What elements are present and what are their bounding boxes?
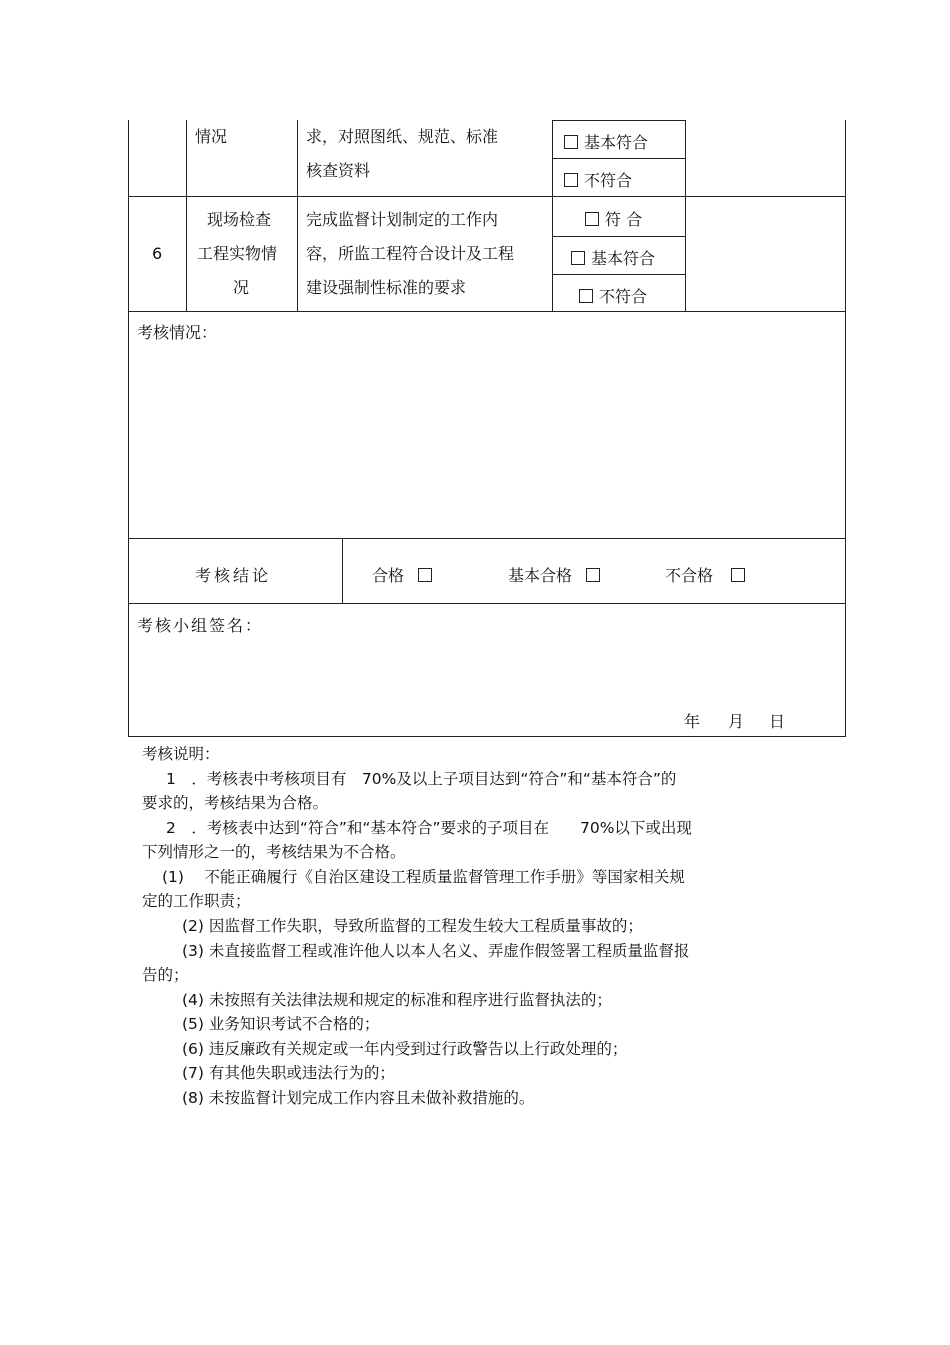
notes-line: 1 ．考核表中考核项目有 70%及以上子项目达到“符合”和“基本符合”的 xyxy=(166,770,677,788)
notes-line: (6) 违反廉政有关规定或一年内受到过行政警告以上行政处理的； xyxy=(182,1040,628,1058)
conclusion-label: 考核结论 xyxy=(195,566,272,585)
notes-line: 定的工作职责； xyxy=(142,892,251,910)
col-divider-1 xyxy=(186,120,187,311)
row-separator xyxy=(128,603,846,604)
table-border-left xyxy=(128,120,129,737)
col-divider-4 xyxy=(685,120,686,311)
date-year: 年 xyxy=(684,712,701,731)
checkbox-icon xyxy=(418,568,432,582)
row-separator xyxy=(128,196,846,197)
option-basic-conform[interactable]: 基本符合 xyxy=(564,130,648,153)
checkbox-icon xyxy=(585,212,599,226)
table-border-right xyxy=(845,120,846,737)
option-conform[interactable]: 符 合 xyxy=(585,207,642,230)
row-requirement-text: 容，所监工程符合设计及工程 xyxy=(306,244,515,263)
option-basic-conform[interactable]: 基本符合 xyxy=(571,246,655,269)
row-number: 6 xyxy=(152,244,163,263)
row-separator xyxy=(128,538,846,539)
notes-line: 2 ．考核表中达到“符合”和“基本符合”要求的子项目在 70%以下或出现 xyxy=(166,819,692,837)
option-nonconform[interactable]: 不符合 xyxy=(564,168,632,191)
notes-line: (3) 未直接监督工程或准许他人以本人名义、弄虚作假签署工程质量监督报 xyxy=(182,942,690,960)
col-divider-3 xyxy=(552,120,553,311)
checkbox-icon xyxy=(564,135,578,149)
row-requirement-text: 核查资料 xyxy=(306,161,371,180)
signature-label: 考核小组签名： xyxy=(137,616,264,635)
checkbox-icon xyxy=(586,568,600,582)
table-border-bottom xyxy=(128,736,846,737)
notes-line: (1) 不能正确履行《自治区建设工程质量监督管理工作手册》等国家相关规 xyxy=(162,868,685,886)
assessment-label: 考核情况： xyxy=(137,323,218,342)
row-separator xyxy=(128,311,846,312)
checkbox-icon xyxy=(731,568,745,582)
row-item-text: 况 xyxy=(233,278,250,297)
notes-line: (4) 未按照有关法律法规和规定的标准和程序进行监督执法的； xyxy=(182,991,612,1009)
checkbox-icon xyxy=(571,251,585,265)
col-divider-2 xyxy=(297,120,298,311)
conclusion-fail[interactable]: 不合格 xyxy=(665,563,751,586)
notes-line: (8) 未按监督计划完成工作内容且未做补救措施的。 xyxy=(182,1089,535,1107)
notes-line: (5) 业务知识考试不合格的； xyxy=(182,1015,380,1033)
notes-line: 告的； xyxy=(142,966,189,984)
option-separator xyxy=(552,236,685,237)
conclusion-divider xyxy=(342,538,343,603)
notes-line: (7) 有其他失职或违法行为的； xyxy=(182,1064,395,1082)
date-day: 日 xyxy=(769,712,786,731)
notes-title: 考核说明： xyxy=(142,745,220,763)
conclusion-basic-pass[interactable]: 基本合格 xyxy=(508,563,606,586)
row-item-text: 情况 xyxy=(195,127,228,146)
row-requirement-text: 完成监督计划制定的工作内 xyxy=(306,210,499,229)
row-requirement-text: 建设强制性标准的要求 xyxy=(306,278,467,297)
notes-line: 要求的，考核结果为合格。 xyxy=(142,794,329,812)
row-requirement-text: 求，对照图纸、规范、标准 xyxy=(306,127,499,146)
row-item-text: 现场检查 xyxy=(207,210,272,229)
option-separator xyxy=(552,274,685,275)
conclusion-pass[interactable]: 合格 xyxy=(372,563,438,586)
row-item-text: 工程实物情 xyxy=(197,244,278,263)
checkbox-icon xyxy=(564,173,578,187)
option-separator xyxy=(552,158,685,159)
checkbox-icon xyxy=(579,289,593,303)
notes-line: (2) 因监督工作失职，导致所监督的工程发生较大工程质量事故的； xyxy=(182,917,643,935)
notes-line: 下列情形之一的，考核结果为不合格。 xyxy=(142,843,406,861)
option-nonconform[interactable]: 不符合 xyxy=(579,284,647,307)
option-top-line xyxy=(552,120,685,121)
date-month: 月 xyxy=(728,712,745,731)
